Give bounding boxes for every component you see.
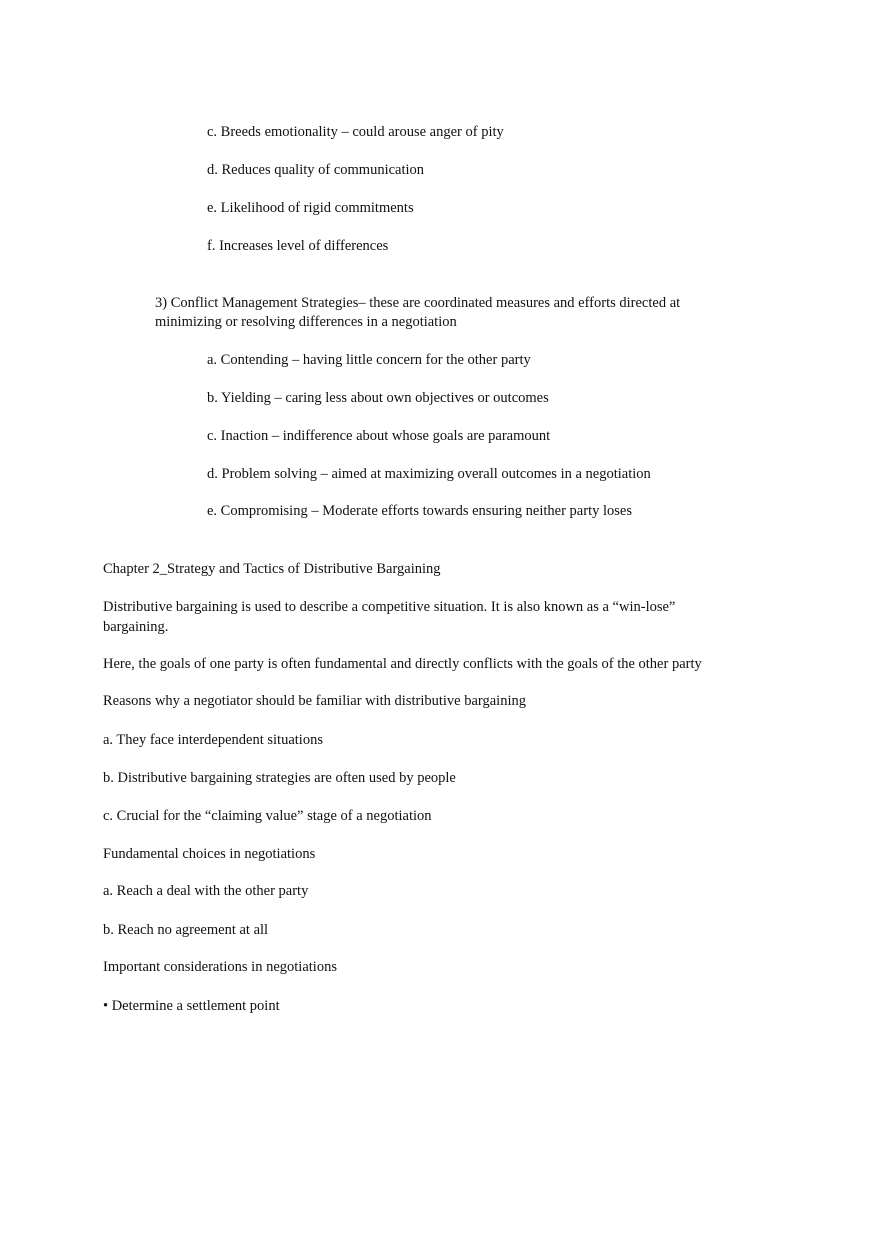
list-item: b. Distributive bargaining strategies are often used by people — [103, 770, 456, 786]
paragraph-line: Distributive bargaining is used to describe a competitive situation. It is also known as a “win-lose” — [103, 599, 676, 615]
chapter-heading: Chapter 2_Strategy and Tactics of Distributive Bargaining — [103, 561, 441, 577]
list-item: c. Breeds emotionality – could arouse anger of pity — [207, 124, 504, 140]
subheading: Reasons why a negotiator should be familiar with distributive bargaining — [103, 693, 526, 709]
list-item: e. Likelihood of rigid commitments — [207, 200, 414, 216]
paragraph-line: Here, the goals of one party is often fundamental and directly conflicts with the goals of the other party — [103, 656, 702, 672]
list-item: a. Reach a deal with the other party — [103, 883, 309, 899]
list-item: f. Increases level of differences — [207, 238, 389, 254]
list-item: • Determine a settlement point — [103, 998, 280, 1014]
section-heading-line: minimizing or resolving differences in a negotiation — [155, 314, 457, 330]
subheading: Important considerations in negotiations — [103, 959, 337, 975]
paragraph-line: bargaining. — [103, 619, 169, 635]
list-item: b. Yielding – caring less about own objectives or outcomes — [207, 390, 549, 406]
list-item: c. Inaction – indifference about whose goals are paramount — [207, 428, 551, 444]
list-item: c. Crucial for the “claiming value” stage of a negotiation — [103, 808, 432, 824]
list-item: e. Compromising – Moderate efforts towards ensuring neither party loses — [207, 503, 632, 519]
section-heading-line: 3) Conflict Management Strategies– these are coordinated measures and efforts directed at — [155, 295, 681, 311]
list-item: d. Problem solving – aimed at maximizing overall outcomes in a negotiation — [207, 466, 651, 482]
list-item: b. Reach no agreement at all — [103, 922, 269, 938]
list-item: a. They face interdependent situations — [103, 732, 323, 748]
list-item: d. Reduces quality of communication — [207, 162, 425, 178]
list-item: a. Contending – having little concern for the other party — [207, 352, 531, 368]
subheading: Fundamental choices in negotiations — [103, 846, 316, 862]
